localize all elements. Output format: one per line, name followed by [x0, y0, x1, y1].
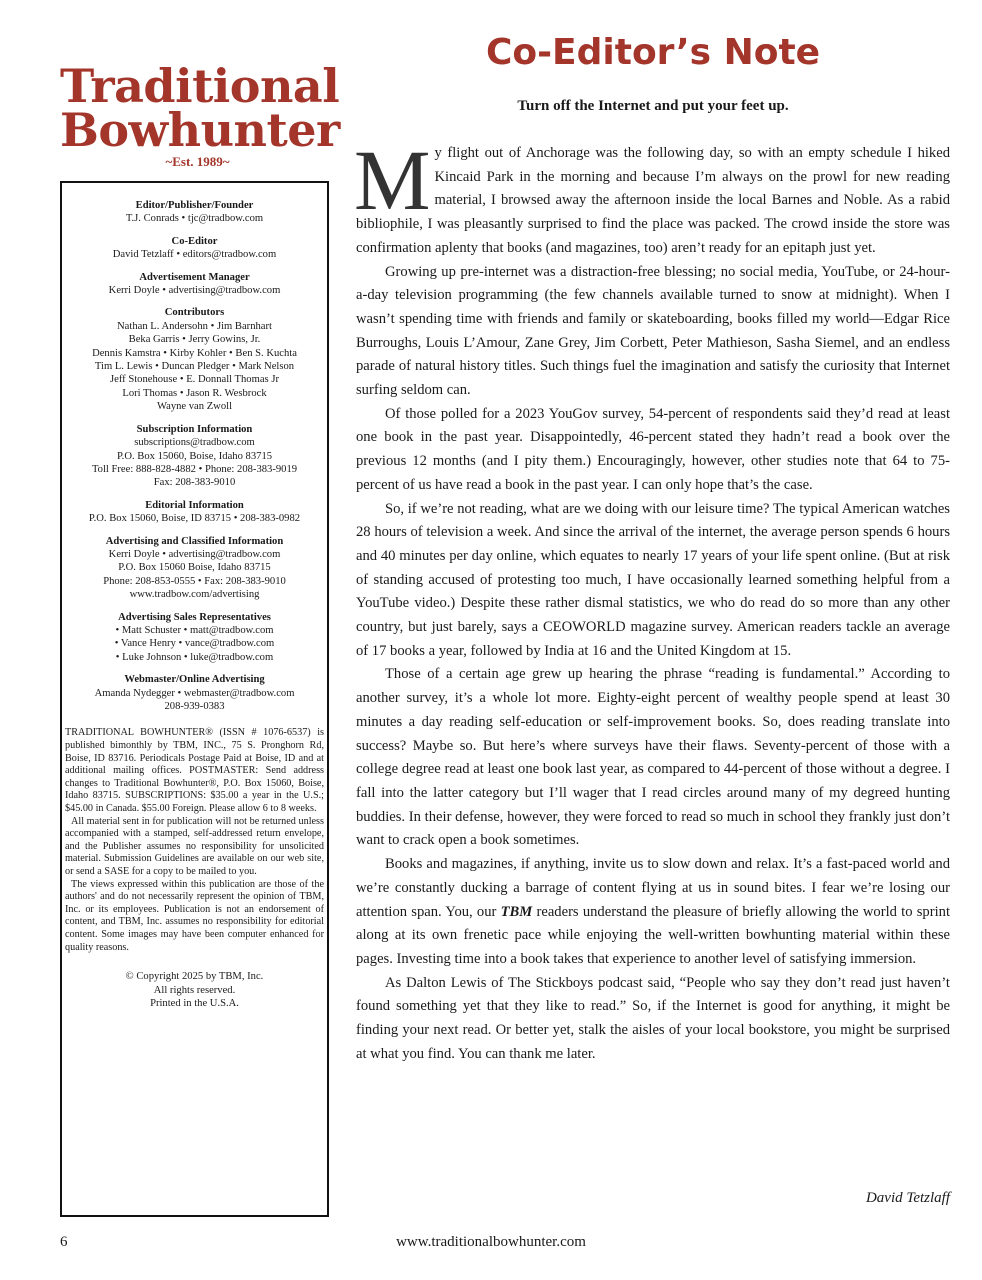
- masthead-section: [65, 611, 324, 665]
- article-body: [354, 132, 950, 1066]
- masthead-line: Kerri Doyle • advertising@tradbow.com: [108, 548, 281, 560]
- masthead-line: Jeff Stonehouse • E. Donnall Thomas Jr: [110, 374, 279, 386]
- masthead-line: David Tetzlaff • editors@tradbow.com: [112, 249, 277, 261]
- footer-url: www.traditionalbowhunter.com: [396, 1234, 586, 1250]
- masthead-section-title: Webmaster/Online Advertising: [124, 674, 265, 686]
- masthead-section-title: Advertising Sales Representatives: [118, 611, 271, 623]
- masthead-line: www.tradbow.com/advertising: [129, 589, 260, 601]
- legal-paragraph: The views expressed within this publication are those of the authors' and do not necessarily represent the opinion of TBM, Inc. or its employees. Publication is not an endorsement of content, and TBM, Inc. assumes no responsibility for editorial content. Some images may have been computer enhanced for quality reasons.: [65, 878, 324, 953]
- masthead-line: Lori Thomas • Jason R. Wesbrock: [122, 387, 267, 399]
- masthead-section: [65, 271, 324, 298]
- paragraph-text: Books and magazines, if anything, invite us to slow down and relax. It’s a fast-paced world and we’re constantly ducking a barrage of content flying at us in sound bites. I fear we’re losing our attention span. You, our: [356, 856, 950, 920]
- masthead-box: [60, 181, 329, 1217]
- masthead-section: [65, 673, 324, 713]
- masthead-line: P.O. Box 15060 Boise, Idaho 83715: [118, 562, 271, 574]
- masthead-line: P.O. Box 15060, Boise, ID 83715 • 208-383-0982: [88, 513, 301, 525]
- masthead-line: Phone: 208-853-0555 • Fax: 208-383-9010: [103, 575, 286, 587]
- masthead-line: • Vance Henry • vance@tradbow.com: [114, 638, 275, 650]
- article-paragraph: Those of a certain age grew up hearing the phrase “reading is fundamental.” According to another survey, it’s a whole lot more. Eighty-eight percent of wealthy people spend at least 30 minutes a day reading self-education or self-improvement books. So, does reading translate into success? Maybe so. But here’s where surveys have their flaws. Seventy-percent of those with a college degree read at least one book last year, as compared to 44-percent of those without a degree. I fall into the latter category but I’ll wager that I read circles around many of my degreed hunting buddies. In their defense, however, they were forced to read so much in school they frankly just don’t want to crack open a book sometimes.: [356, 666, 950, 849]
- lead-text: y flight out of Anchorage was the following day, so with an empty schedule I hiked Kincaid Park in the morning and because I’m always on the prowl for new reading material, I browsed away the afternoon inside the local Barnes and Noble. As a rabid bibliophile, I was pleasantly surprised to find the place was packed. The crowd inside the store was confirmation aplenty that books (and magazines, too) aren’t ready for an epitaph just yet.: [356, 145, 950, 256]
- masthead-line: Dennis Kamstra • Kirby Kohler • Ben S. Kuchta: [92, 347, 297, 359]
- masthead-section: [65, 199, 324, 226]
- masthead-line: T.J. Conrads • tjc@tradbow.com: [125, 213, 264, 225]
- masthead-line: Kerri Doyle • advertising@tradbow.com: [108, 285, 281, 297]
- drop-cap: M: [354, 132, 431, 228]
- copyright-line: Printed in the U.S.A.: [150, 997, 239, 1009]
- masthead-section: [65, 423, 324, 490]
- masthead-line: Beka Garris • Jerry Gowins, Jr.: [128, 334, 261, 346]
- magazine-logo: [60, 59, 340, 170]
- copyright-line: © Copyright 2025 by TBM, Inc.: [125, 971, 264, 983]
- masthead-section-title: Subscription Information: [136, 423, 253, 435]
- article-paragraph: [354, 132, 950, 261]
- logo-line-1: Traditional: [60, 59, 340, 113]
- logo-line-2: Bowhunter: [60, 103, 340, 157]
- masthead-line: P.O. Box 15060, Boise, Idaho 83715: [116, 450, 273, 462]
- masthead-line: Wayne van Zwoll: [156, 401, 233, 413]
- masthead-section-title: Co-Editor: [171, 235, 218, 247]
- page-title: Co-Editor’s Note: [485, 32, 821, 73]
- article-paragraph: [356, 853, 950, 972]
- masthead-line: 208-939-0383: [164, 701, 225, 712]
- page-number: 6: [60, 1234, 68, 1250]
- masthead-section-title: Advertising and Classified Information: [105, 535, 284, 547]
- masthead-section-title: Editor/Publisher/Founder: [135, 200, 254, 211]
- masthead-line: Nathan L. Andersohn • Jim Barnhart: [117, 320, 272, 332]
- masthead-section: [65, 235, 324, 262]
- masthead-line: • Luke Johnson • luke@tradbow.com: [115, 651, 274, 663]
- masthead-section-title: Editorial Information: [145, 499, 244, 511]
- masthead-line: • Matt Schuster • matt@tradbow.com: [115, 624, 274, 636]
- legal-paragraph: All material sent in for publication will not be returned unless accompanied with a stamped, self-addressed return envelope, and the Publisher assumes no responsibility for unsolicited material. Submission Guidelines are available on our web site, or send a SASE for a copy to be mailed to you.: [65, 815, 324, 877]
- article-paragraph: So, if we’re not reading, what are we doing with our leisure time? The typical American watches 28 hours of television a week. And since the arrival of the internet, the average person spends 6 hours and 40 minutes per day online, which equates to nearly 17 years of your life spent online. (But at risk of standing accused of protesting too much, I have occasionally learned something helpful from a YouTube video.) Despite these rather dismal statistics, we who do read do so more than any other country, but just barely, says a CEOWORLD magazine survey. American readers tackle an average of 17 books a year, followed by India at 16 and the United Kingdom at 15.: [356, 500, 950, 659]
- masthead-section: [65, 499, 324, 526]
- masthead-line: Fax: 208-383-9010: [153, 477, 236, 489]
- masthead-line: Tim L. Lewis • Duncan Pledger • Mark Nelson: [94, 361, 295, 373]
- masthead-line: subscriptions@tradbow.com: [134, 437, 255, 449]
- article-paragraph: As Dalton Lewis of The Stickboys podcast said, “People who say they don’t read just haven’t found something yet that they like to read.” So, if the Internet is good for anything, it might be finding your next read. Or better yet, stalk the aisles of your local bookstore, you might be surprised at what you find. You can thank me later.: [356, 974, 950, 1062]
- paragraph-text: readers understand the pleasure of briefly allowing the world to sprint along at its own frenetic pace while enjoying the well-written bowhunting material within these pages. Investing time into a book takes that experience to another level of satisfying immersion.: [356, 903, 950, 967]
- masthead-section: [65, 535, 324, 602]
- masthead-section: [65, 306, 324, 413]
- masthead-section-title: Advertisement Manager: [139, 271, 250, 283]
- logo-established: ~Est. 1989~: [165, 154, 230, 169]
- article-paragraph: Growing up pre-internet was a distraction-free blessing; no social media, YouTube, or 24-hour-a-day television programming (the few channels available turned to snow at midnight). When I wasn’t spending time with friends and family or skateboarding, books filled my world—Edgar Rice Burroughs, Louis L’Amour, Zane Grey, Jim Corbett, Peter Mathieson, Sasha Siemel, and an endless parade of natural history titles. Such things fuel the imagination and satisfy the curiosity that Internet surfing seldom can.: [356, 263, 950, 399]
- article-subtitle: Turn off the Internet and put your feet up.: [517, 98, 789, 114]
- legal-paragraph: TRADITIONAL BOWHUNTER® (ISSN # 1076-6537) is published bimonthly by TBM, INC., 75 S. Pronghorn Rd, Boise, ID 83716. Periodicals Postage Paid at Boise, ID and at additional mailing offices. POSTMASTER: Send address changes to Traditional Bowhunter®, P.O. Box 15060, Boise, Idaho 83715. SUBSCRIPTIONS: $35.00 a year in the U.S.; $45.00 in Canada. $55.00 Foreign. Please allow 6 to 8 weeks.: [65, 727, 324, 814]
- masthead-section-title: Contributors: [164, 307, 225, 319]
- magazine-abbreviation: TBM: [500, 903, 533, 920]
- masthead-line: Toll Free: 888-828-4882 • Phone: 208-383-9019: [91, 463, 298, 475]
- author-signature: David Tetzlaff: [865, 1190, 950, 1206]
- copyright-line: All rights reserved.: [153, 984, 236, 996]
- masthead-line: Amanda Nydegger • webmaster@tradbow.com: [94, 687, 295, 699]
- article-paragraph: Of those polled for a 2023 YouGov survey, 54-percent of respondents said they’d read at least one book in the past year. Disappointedly, 46-percent stated they hadn’t read a book over the previous 12 months (and I pity them.) Encouragingly, however, other studies note that 64 to 75-percent of us have read a book in the past year. I can only hope that’s the case.: [356, 405, 950, 493]
- masthead-legal: [65, 727, 324, 954]
- copyright-block: [65, 970, 324, 1010]
